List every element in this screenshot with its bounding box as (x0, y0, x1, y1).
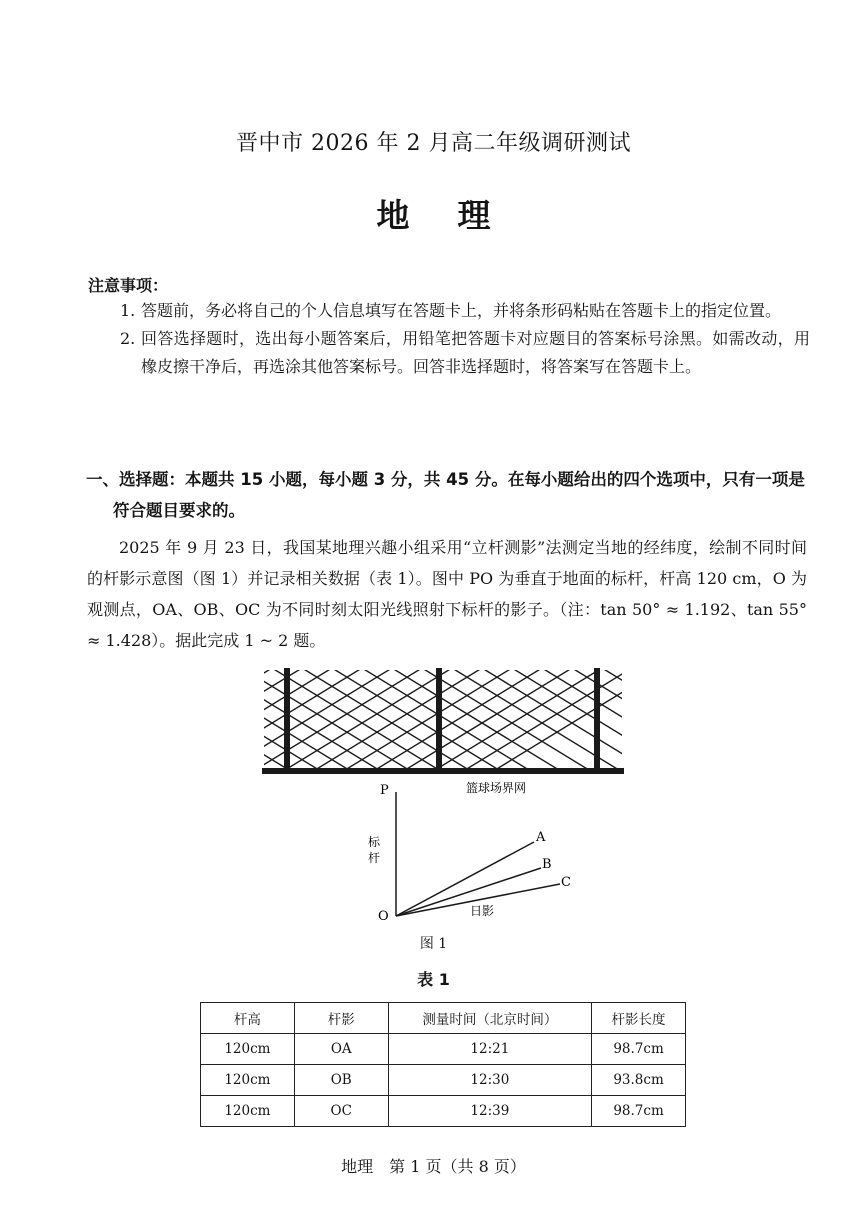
notice-item-number: 1. (120, 301, 136, 320)
data-table (200, 1002, 686, 1127)
pole-label: 标 杆 (368, 835, 381, 865)
table-title: 表 1 (417, 970, 450, 989)
net-post-left (284, 668, 290, 772)
table-cell: 12:21 (388, 1034, 591, 1065)
table-row (201, 1096, 686, 1127)
subject-char-1: 地 (376, 196, 410, 235)
net-mesh (262, 668, 624, 778)
table-cell: 12:39 (388, 1096, 591, 1127)
table-cell: OA (294, 1034, 388, 1065)
point-b-label: B (542, 857, 552, 872)
table-header-row (201, 1003, 686, 1034)
net-mesh-line (262, 668, 392, 778)
subject-title (0, 190, 867, 237)
section-heading-line-1: 一、选择题：本题共 15 小题，每小题 3 分，共 45 分。在每小题给出的四个选项中，只有一项是 (86, 470, 805, 489)
column-header: 测量时间（北京时间） (388, 1003, 591, 1034)
net-post-right (594, 668, 600, 772)
table-cell: 93.8cm (592, 1065, 686, 1096)
notice-item (120, 297, 810, 325)
shadow-oa (396, 842, 534, 916)
net-label: 篮球场界网 (466, 781, 527, 795)
figure-caption: 图 1 (419, 936, 448, 952)
question-intro: 2025 年 9 月 23 日，我国某地理兴趣小组采用“立杆测影”法测定当地的经纬度，绘制不同时间的杆影示意图（图 1）并记录相关数据（表 1）。图中 PO 为垂直于地面的标杆，杆高 120 cm，O 为观测点，OA、OB、OC 为不同时刻太阳光线照射下标杆的影子。（注：tan 50° ≈ 1.192、tan 55° ≈ 1.428）。据此完成 1 ~ 2 题。 (87, 538, 807, 650)
net-mesh-line (262, 668, 272, 778)
section-heading (86, 464, 806, 526)
notice-item-text: 答题前，务必将自己的个人信息填写在答题卡上，并将条形码粘贴在答题卡上的指定位置。 (141, 301, 782, 320)
page-footer: 地理 第 1 页（共 8 页） (341, 1157, 526, 1176)
exam-title: 晋中市 2026 年 2 月高二年级调研测试 (236, 131, 631, 156)
column-header: 杆影长度 (592, 1003, 686, 1034)
table-cell: 98.7cm (592, 1096, 686, 1127)
notice-item-number: 2. (120, 329, 136, 348)
net-mesh-line (262, 668, 272, 778)
table-cell: OB (294, 1065, 388, 1096)
notice-item (120, 325, 810, 381)
point-o-label: O (378, 909, 389, 924)
table-cell: 120cm (201, 1065, 295, 1096)
table-cell: 12:30 (388, 1065, 591, 1096)
net-ground-bar (262, 768, 624, 774)
notice-list (120, 297, 810, 381)
point-c-label: C (561, 875, 571, 890)
table-cell: 120cm (201, 1096, 295, 1127)
figure-1 (262, 668, 624, 924)
table-cell: OC (294, 1096, 388, 1127)
net-mesh-line (262, 668, 392, 778)
net-post-middle (436, 668, 442, 772)
net-mesh-line (542, 668, 624, 778)
table-row (201, 1034, 686, 1065)
point-a-label: A (536, 830, 546, 845)
column-header: 杆影 (294, 1003, 388, 1034)
column-header: 杆高 (201, 1003, 295, 1034)
net-mesh-line (262, 668, 362, 778)
subject-char-2: 理 (457, 196, 491, 235)
table-cell: 120cm (201, 1034, 295, 1065)
notice-item-text: 回答选择题时，选出每小题答案后，用铅笔把答题卡对应题目的答案标号涂黑。如需改动，用橡皮擦干净后，再选涂其他答案标号。回答非选择题时，将答案写在答题卡上。 (141, 329, 810, 376)
table-cell: 98.7cm (592, 1034, 686, 1065)
notice-heading: 注意事项： (88, 276, 169, 295)
table-row (201, 1065, 686, 1096)
shadow-label: 日影 (470, 904, 495, 918)
net-mesh-line (262, 668, 362, 778)
section-heading-line-2: 符合题目要求的。 (113, 501, 245, 520)
point-p-label: P (380, 783, 389, 798)
